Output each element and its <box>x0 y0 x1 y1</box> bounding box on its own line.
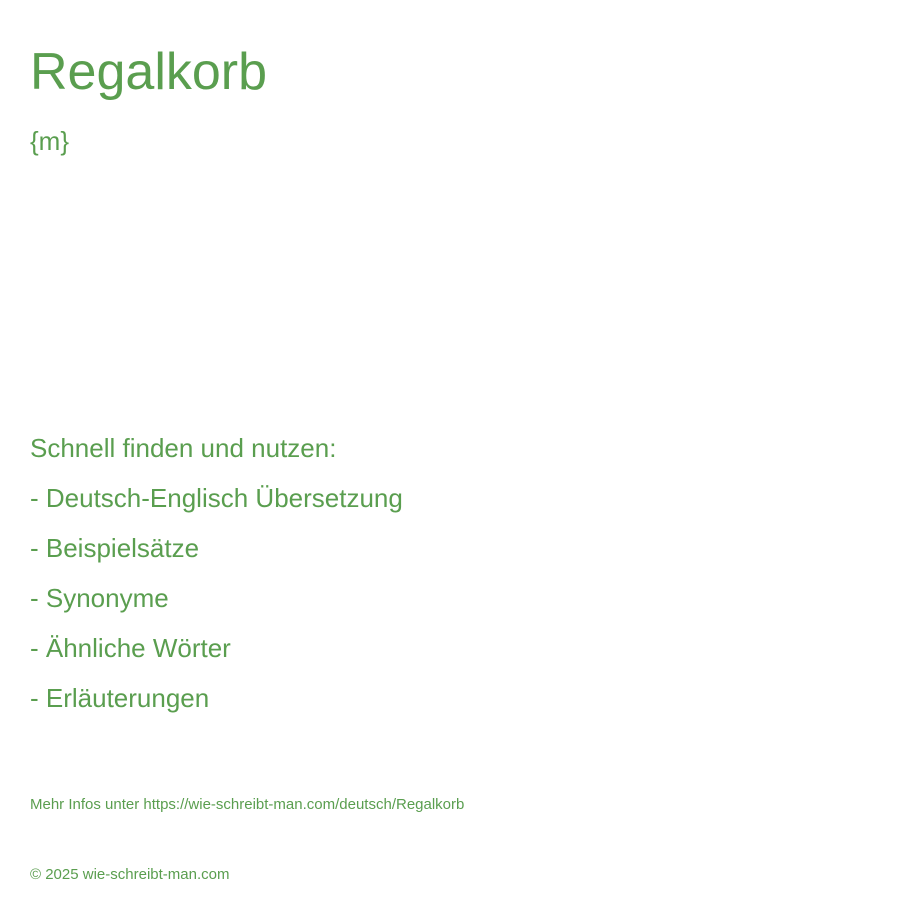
feature-item-synonyms: - Synonyme <box>30 583 169 613</box>
feature-item-example-sentences: - Beispielsätze <box>30 533 200 563</box>
copyright-text: © 2025 wie-schreibt-man.com <box>30 866 230 883</box>
feature-item-translation: - Deutsch-Englisch Übersetzung <box>30 483 403 513</box>
feature-item-similar-words: - Ähnliche Wörter <box>30 633 231 663</box>
page-title: Regalkorb <box>30 43 268 101</box>
feature-item-explanations: - Erläuterungen <box>30 683 210 713</box>
feature-heading: Schnell finden und nutzen: <box>30 433 337 463</box>
feature-list <box>30 423 403 723</box>
more-info-text: Mehr Infos unter https://wie-schreibt-man.com/deutsch/Regalkorb <box>30 796 465 813</box>
gender-label: {m} <box>30 126 70 156</box>
